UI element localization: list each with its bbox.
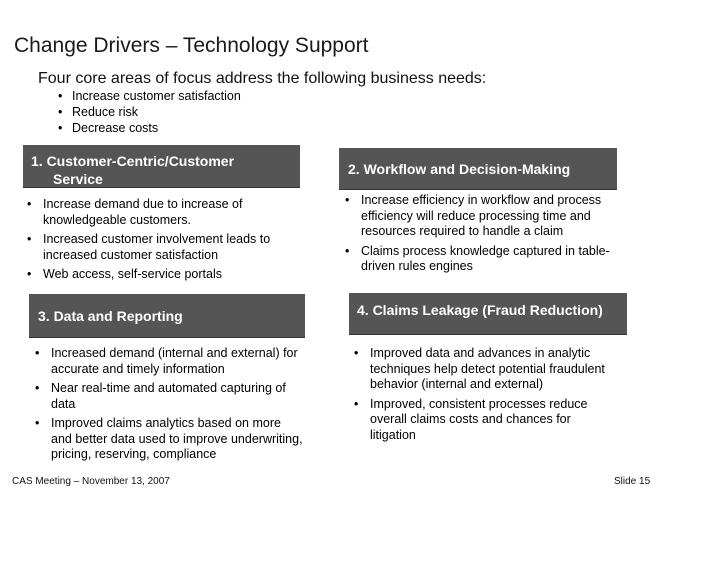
area-2-heading: 2. Workflow and Decision-Making xyxy=(348,161,571,177)
slide-title: Change Drivers – Technology Support xyxy=(14,34,369,57)
footer-meeting: CAS Meeting – November 13, 2007 xyxy=(12,476,170,487)
area-1-bullet: • Web access, self-service portals xyxy=(23,267,293,283)
need-item: • Reduce risk xyxy=(58,104,241,120)
area-1-heading-line2: Service xyxy=(53,171,103,187)
area-2-header xyxy=(339,148,617,190)
area-4-bullet: • Improved, consistent processes reduce overall claims costs and chances for litigation xyxy=(350,397,620,444)
area-4-header xyxy=(349,293,627,335)
footer-slide-number: Slide 15 xyxy=(614,476,651,487)
area-1-bullet: • Increased customer involvement leads to increased customer satisfaction xyxy=(23,232,293,263)
area-2-bullet: • Claims process knowledge captured in table-driven rules engines xyxy=(341,244,625,275)
area-2-bullet: • Increase efficiency in workflow and process efficiency will reduce processing time and resources required to handle a claim xyxy=(341,193,625,240)
area-4-heading: 4. Claims Leakage (Fraud Reduction) xyxy=(357,302,603,318)
business-needs-list xyxy=(58,88,241,136)
area-1-bullets xyxy=(23,197,293,287)
area-3-heading: 3. Data and Reporting xyxy=(38,308,183,324)
area-3-header xyxy=(29,294,305,338)
area-2-bullets xyxy=(341,193,625,279)
area-3-bullet: • Near real-time and automated capturing of data xyxy=(31,381,303,412)
area-3-bullet: • Improved claims analytics based on more and better data used to improve underwriting, pricing, reserving, compliance xyxy=(31,416,303,463)
area-4-bullet: • Improved data and advances in analytic techniques help detect potential fraudulent behavior (internal and external) xyxy=(350,346,620,393)
area-3-bullet: • Increased demand (internal and external) for accurate and timely information xyxy=(31,346,303,377)
intro-text: Four core areas of focus address the following business needs: xyxy=(38,70,487,87)
need-item: • Increase customer satisfaction xyxy=(58,88,241,104)
area-1-bullet: • Increase demand due to increase of knowledgeable customers. xyxy=(23,197,293,228)
area-1-heading-line1: 1. Customer-Centric/Customer xyxy=(31,153,235,169)
area-4-bullets xyxy=(350,346,620,447)
area-1-header xyxy=(23,145,300,188)
area-3-bullets xyxy=(31,346,303,467)
need-item: • Decrease costs xyxy=(58,120,241,136)
